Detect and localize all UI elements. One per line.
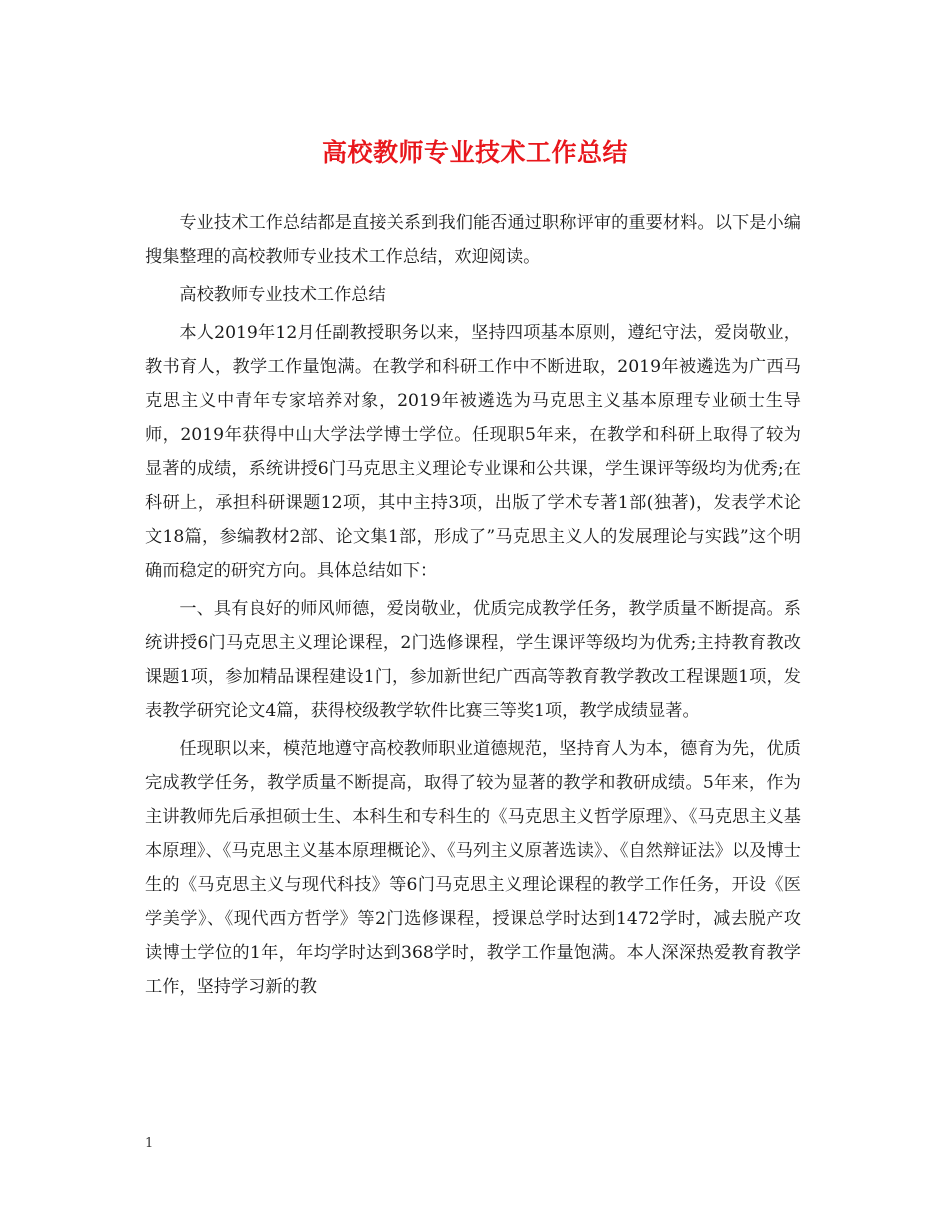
paragraph-section-one: 一、具有良好的师风师德，爱岗敬业，优质完成教学任务，教学质量不断提高。系统讲授6门马克思主义理论课程，2门选修课程，学生课评等级均为优秀;主持教育教改课题1项，参加精品课程建设1门，参加新世纪广西高等教育教学教改工程课题1项，发表教学研究论文4篇，获得校级教学软件比赛三等奖1项，教学成绩显著。 (145, 599, 801, 721)
document-title: 高校教师专业技术工作总结 (321, 138, 628, 167)
page-number: 1 (145, 1136, 154, 1151)
paragraph-teaching: 任现职以来，模范地遵守高校教师职业道德规范，坚持育人为本，德育为先，优质完成教学任务，教学质量不断提高，取得了较为显著的教学和教研成绩。5年来，作为主讲教师先后承担硕士生、本科生和专科生的《马克思主义哲学原理》、《马克思主义基本原理》、《马克思主义基本原理概论》、《马列主义原著选读》、《自然辩证法》以及博士生的《马克思主义与现代科技》等6门马克思主义理论课程的教学工作任务，开设《医学美学》、《现代西方哲学》等2门选修课程，授课总学时达到1472学时，减去脱产攻读博士学位的1年，年均学时达到368学时，教学工作量饱满。本人深深热爱教育教学工作，坚持学习新的教 (145, 739, 801, 997)
paragraph-overview: 本人2019年12月任副教授职务以来，坚持四项基本原则，遵纪守法，爱岗敬业，教书育人，教学工作量饱满。在教学和科研工作中不断进取，2019年被遴选为广西马克思主义中青年专家培养对象，2019年被遴选为马克思主义基本原理专业硕士生导师，2019年获得中山大学法学博士学位。任现职5年来，在教学和科研上取得了较为显著的成绩，系统讲授6门马克思主义理论专业课和公共课，学生课评等级均为优秀;在科研上，承担科研课题12项，其中主持3项，出版了学术专著1部(独著)，发表学术论文18篇，参编教材2部、论文集1部，形成了”马克思主义人的发展理论与实践”这个明确而稳定的研究方向。具体总结如下： (145, 323, 801, 581)
paragraph-subtitle: 高校教师专业技术工作总结 (179, 285, 386, 305)
document-body (145, 206, 801, 1008)
paragraph-intro: 专业技术工作总结都是直接关系到我们能否通过职称评审的重要材料。以下是小编搜集整理的高校教师专业技术工作总结，欢迎阅读。 (145, 213, 801, 267)
